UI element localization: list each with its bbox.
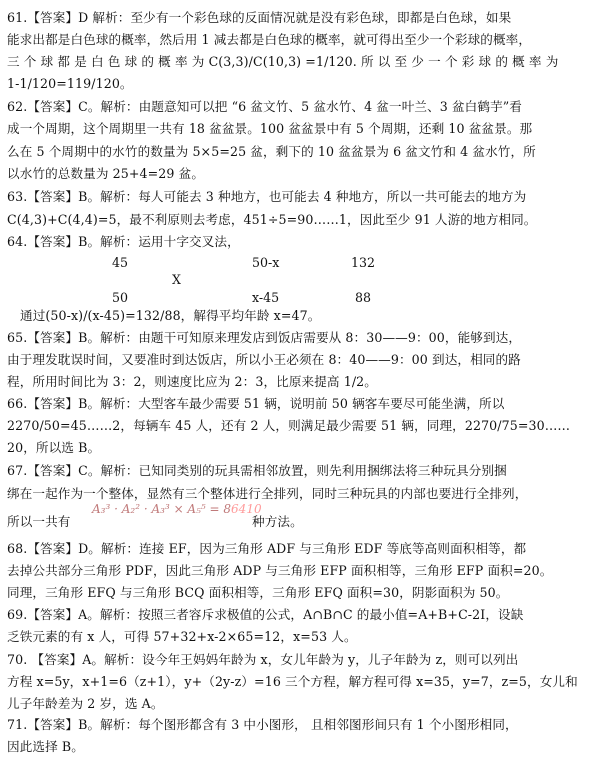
text-line: 71.【答案】B。解析：每个图形都含有 3 中小图形， 且相邻图形间只有 1 个小图形相同，	[7, 717, 518, 732]
text-line: 66.【答案】B。解析：大型客车最少需要 51 辆，说明前 50 辆客车要尽可能坐满，所以	[7, 396, 505, 411]
text-line: 三 个 球 都 是 白 色 球 的 概 率 为 C(3,3)/C(10,3) =1/120. 所 以 至 少 一 个 彩 球 的 概 率 为	[7, 54, 559, 69]
text-line: 61.【答案】D 解析：至少有一个彩色球的反面情况就是没有彩色球，即都是白色球，如果	[7, 10, 512, 25]
text-line: 儿子年龄差为 2 岁，选 A。	[7, 696, 164, 711]
permutation-formula	[92, 502, 262, 516]
text-line: 由于理发耽误时间，又要准时到达饭店，所以小王必须在 8：40——9：00 到达，相同的路	[7, 352, 521, 367]
text-line: 程，所用时间比为 3：2，则速度比应为 2：3，比原来提高 1/2。	[7, 374, 377, 389]
text-line: 62.【答案】C。解析：由题意知可以把 “6 盆文竹、5 盆水竹、4 盆一叶兰、3 盆白鹤芋”看	[7, 99, 523, 114]
formula-main: A₃³ · A₂² · A₃³ × A₅⁵ = 8	[92, 502, 232, 516]
text-line: 1-1/120=119/120。	[7, 76, 133, 91]
text-line: 么在 5 个周期中的水竹的数量为 5×5=25 盆，剩下的 10 盆盆景为 6 盆文竹和 4 盆水竹，所	[7, 144, 536, 159]
formula-tail: 6410	[231, 502, 262, 516]
text-line: 种方法。	[252, 514, 303, 529]
text-line: 64.【答案】B。解析：运用十字交叉法，	[7, 234, 240, 249]
cross-top-mid: 50-x	[252, 255, 280, 270]
text-line: 通过(50-x)/(x-45)=132/88，解得平均年龄 x=47。	[20, 308, 321, 323]
text-line: 乏铁元素的有 x 人，可得 57+32+x-2×65=12，x=53 人。	[7, 629, 357, 644]
cross-center: X	[172, 272, 181, 287]
text-line: 因此选择 B。	[7, 739, 84, 754]
text-line: 去掉公共部分三角形 PDF，因此三角形 ADP 与三角形 EFP 面积相等，三角形 EFP 面积=20。	[7, 563, 553, 578]
text-line: 2270/50=45……2，每辆车 45 人，还有 2 人，则满足最少需要 51 辆，同理，2270/75=30……	[7, 418, 571, 433]
text-line: 69.【答案】A。解析：按照三者容斥求极值的公式，A∩B∩C 的最小值=A+B+C-2I，设缺	[7, 607, 524, 622]
text-line: 成一个周期，这个周期里一共有 18 盆盆景。100 盆盆景中有 5 个周期，还剩 10 盆盆景。那	[7, 121, 533, 136]
cross-bottom-left: 50	[112, 290, 129, 305]
text-line: 以水竹的总数量为 25+4=29 盆。	[7, 166, 205, 181]
text-line: 70. 【答案】A。解析：设今年王妈妈年龄为 x，女儿年龄为 y，儿子年龄为 z，则可以列出	[7, 652, 519, 667]
text-line: 63.【答案】B。解析：每人可能去 3 种地方，也可能去 4 种地方，所以一共可能去的地方为	[7, 189, 527, 204]
text-line: 20，所以选 B。	[7, 440, 101, 455]
cross-bottom-right: 88	[355, 290, 372, 305]
text-line: 所以一共有	[7, 514, 71, 529]
cross-top-left: 45	[112, 255, 129, 270]
cross-bottom-mid: x-45	[252, 290, 280, 305]
text-line: 绑在一起作为一个整体，显然有三个整体进行全排列，同时三种玩具的内部也要进行全排列，	[7, 486, 528, 501]
text-line: 67.【答案】C。解析：已知同类别的玩具需相邻放置，则先利用捆绑法将三种玩具分别捆	[7, 463, 507, 478]
text-line: 能求出都是白色球的概率，然后用 1 减去都是白色球的概率，就可得出至少一个彩球的概率，	[7, 32, 532, 47]
text-line: 68.【答案】D。解析：连接 EF，因为三角形 ADF 与三角形 EDF 等底等高则面积相等，都	[7, 541, 527, 556]
text-line: C(4,3)+C(4,4)=5，最不利原则去考虑，451÷5=90……1，因此至少 91 人游的地方相同。	[7, 212, 537, 227]
text-line: 同理，三角形 EFQ 与三角形 BCQ 面积相等，三角形 EFQ 面积=30，阴影面积为 50。	[7, 585, 509, 600]
cross-top-right: 132	[351, 255, 376, 270]
text-line: 65.【答案】B。解析：由题干可知原来理发店到饭店需要从 8：30——9：00，能够到达，	[7, 330, 522, 345]
text-line: 方程 x=5y，x+1=6（z+1），y+（2y-z）=16 三个方程，解方程可得 x=35，y=7，z=5，女儿和	[7, 674, 578, 689]
